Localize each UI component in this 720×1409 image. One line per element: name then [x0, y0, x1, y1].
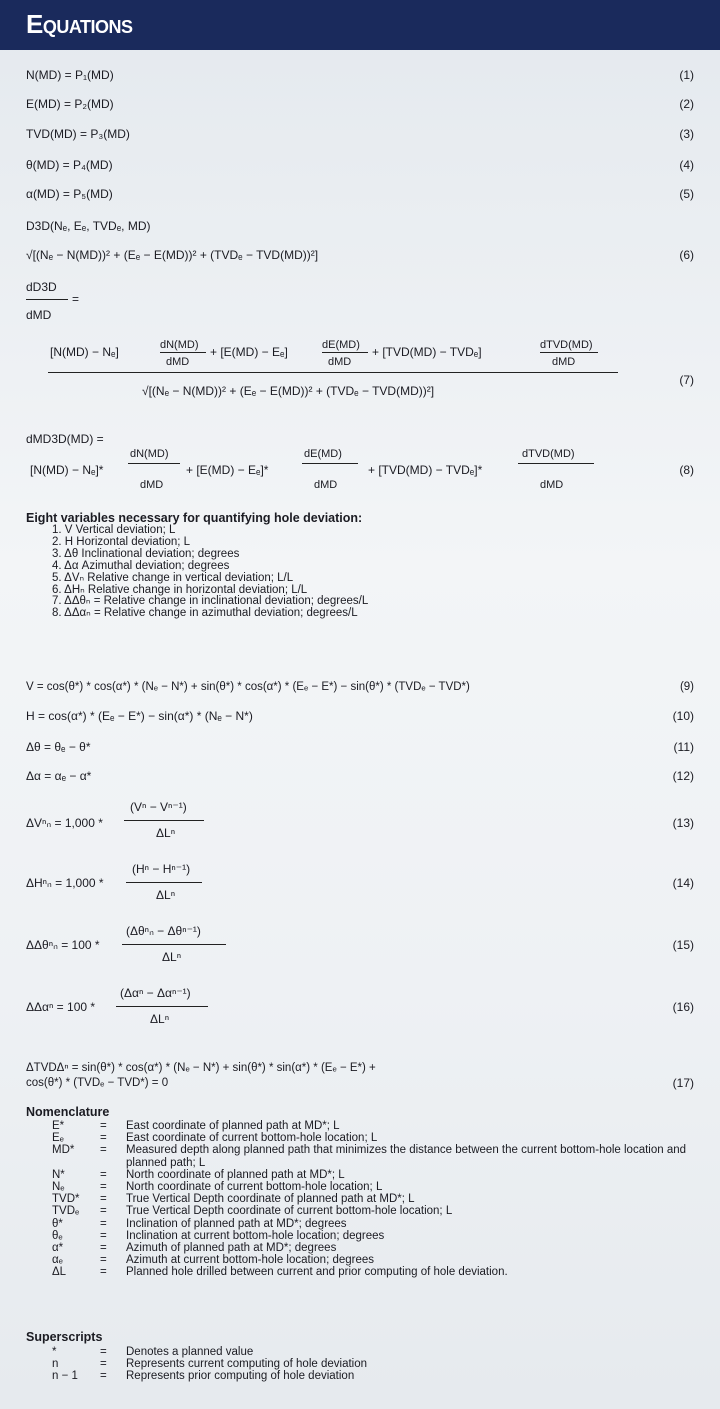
eq7-lhs-fraction-bar [26, 299, 68, 300]
list-item: 8. ΔΔαₙ = Relative change in azimuthal deviation; degrees/L [52, 607, 358, 620]
definition: Inclination at current bottom-hole location; degrees [126, 1229, 385, 1242]
eq8-frac3-denominator: dMD [540, 479, 564, 491]
fraction-lhs: ΔΔαⁿ = 100 * [26, 1000, 96, 1014]
eq8-frac1-bar [128, 463, 180, 464]
variables-title: Eight variables necessary for quantifying hole deviation: [26, 511, 363, 525]
fraction-lhs: ΔVⁿₙ = 1,000 * [26, 816, 103, 830]
symbol: E* [52, 1120, 65, 1132]
eq7-lhs-denominator: dMD [26, 308, 52, 322]
equation-number: (3) [679, 127, 694, 141]
symbol: θ* [52, 1217, 63, 1230]
nomenclature-title: Nomenclature [26, 1105, 110, 1119]
symbol: Nₑ [52, 1180, 65, 1193]
equals-sign: = [100, 1168, 107, 1181]
equation-number: (17) [672, 1076, 694, 1090]
equation-number: (2) [679, 97, 694, 111]
eq7-term-3: + [TVD(MD) − TVDₑ] [372, 345, 482, 359]
definition: North coordinate of current bottom-hole location; L [126, 1180, 383, 1193]
equals-sign: = [100, 1144, 107, 1157]
list-item [26, 1218, 706, 1230]
eq8-frac2-denominator: dMD [314, 479, 338, 491]
symbol: Eₑ [52, 1132, 64, 1145]
list-item [26, 1169, 706, 1181]
list-item: 3. Δθ Inclinational deviation; degrees [52, 547, 240, 560]
equation-expression: N(MD) = P₁(MD) [26, 68, 114, 82]
fraction-numerator: (Δθⁿₙ − Δθⁿ⁻¹) [126, 924, 201, 938]
symbol: N* [52, 1168, 65, 1181]
eq7-frac3-numerator: dTVD(MD) [540, 339, 593, 351]
symbol: TVDₑ [52, 1205, 80, 1218]
equation-expression: V = cos(θ*) * cos(α*) * (Nₑ − N*) + sin(θ*) * cos(α*) * (Eₑ − E*) − sin(θ*) * (TVDₑ − TVD*) [26, 681, 470, 693]
eq8-frac1-numerator: dN(MD) [130, 448, 169, 460]
equation-expression: H = cos(α*) * (Eₑ − E*) − sin(α*) * (Nₑ − N*) [26, 709, 253, 723]
definition: Azimuth at current bottom-hole location; degrees [126, 1254, 375, 1267]
fraction-lhs: ΔΔθⁿₙ = 100 * [26, 938, 100, 952]
list-item [26, 1144, 706, 1168]
list-item [26, 1254, 706, 1266]
eq7-denominator: √[(Nₑ − N(MD))² + (Eₑ − E(MD))² + (TVDₑ − TVD(MD))²] [142, 384, 435, 398]
list-item [26, 1120, 706, 1132]
eq7-frac1-denominator: dMD [166, 356, 190, 368]
eq8-term-2: + [E(MD) − Eₑ]* [186, 463, 269, 477]
definition: North coordinate of planned path at MD*; L [126, 1168, 345, 1181]
definition: Measured depth along planned path that minimizes the distance between the current bottom-hole location and planned path; L [126, 1144, 687, 1169]
nomenclature-list [26, 1120, 706, 1278]
equals-sign: = [100, 1358, 107, 1371]
list-item: 7. ΔΔθₙ = Relative change in inclinational deviation; degrees/L [52, 595, 369, 608]
equation-expression: Δα = αₑ − α* [26, 769, 92, 783]
equation-number: (5) [679, 187, 694, 201]
symbol: n [52, 1358, 59, 1371]
list-item: 4. Δα Azimuthal deviation; degrees [52, 559, 230, 572]
equation-expression: E(MD) = P₂(MD) [26, 97, 114, 111]
page-title: Equations [26, 9, 133, 39]
symbol: ΔL [52, 1266, 67, 1279]
eq7-term-2: + [E(MD) − Eₑ] [210, 345, 288, 359]
eq8-term-1: [N(MD) − Nₑ]* [30, 463, 104, 477]
fraction-denominator: ΔLⁿ [156, 826, 176, 840]
definition: Planned hole drilled between current and prior computing of hole deviation. [126, 1266, 508, 1279]
equation-number: (16) [672, 1000, 694, 1014]
fraction-bar [126, 882, 202, 883]
eq8-frac3-bar [518, 463, 594, 464]
eq7-frac2-denominator: dMD [328, 356, 352, 368]
fraction-numerator: (Δαⁿ − Δαⁿ⁻¹) [120, 986, 191, 1000]
list-item [26, 1132, 706, 1144]
equation-number: (8) [679, 463, 694, 477]
eq8-lhs: dMD3D(MD) = [26, 432, 104, 446]
fraction-bar [124, 820, 204, 821]
fraction-bar [122, 944, 226, 945]
equals-sign: = [100, 1346, 107, 1358]
eq8-frac3-numerator: dTVD(MD) [522, 448, 575, 460]
fraction-numerator: (Hⁿ − Hⁿ⁻¹) [132, 862, 191, 876]
equals-sign: = [100, 1229, 107, 1242]
equals-sign: = [100, 1180, 107, 1193]
fraction-numerator: (Vⁿ − Vⁿ⁻¹) [130, 800, 187, 814]
list-item [26, 1266, 706, 1278]
equation-number: (4) [679, 158, 694, 172]
eq7-frac3-denominator: dMD [552, 356, 576, 368]
definition: Azimuth of planned path at MD*; degrees [126, 1241, 337, 1254]
superscripts-title: Superscripts [26, 1330, 103, 1344]
list-item [26, 1358, 706, 1370]
eq17-line-2: cos(θ*) * (TVDₑ − TVD*) = 0 [26, 1077, 169, 1089]
equals-sign: = [100, 1120, 107, 1132]
symbol: * [52, 1346, 57, 1358]
fraction-denominator: ΔLⁿ [150, 1012, 170, 1026]
equation-number: (7) [679, 373, 694, 387]
equation-expression: TVD(MD) = P₃(MD) [26, 127, 130, 141]
eq7-lhs-numerator: dD3D [26, 280, 57, 294]
equals-sign: = [100, 1254, 107, 1267]
definition: True Vertical Depth coordinate of planned path at MD*; L [126, 1193, 415, 1206]
eq7-frac3-bar [540, 352, 598, 353]
eq7-main-bar [48, 372, 618, 373]
definition: East coordinate of current bottom-hole location; L [126, 1132, 378, 1145]
list-item [26, 1193, 706, 1205]
equation-expression: D3D(Nₑ, Eₑ, TVDₑ, MD) [26, 219, 151, 233]
definition: Represents current computing of hole deviation [126, 1358, 368, 1371]
list-item [26, 1242, 706, 1254]
definition: Represents prior computing of hole deviation [126, 1370, 355, 1383]
symbol: α* [52, 1241, 64, 1254]
eq17-line-1: ΔTVDΔⁿ = sin(θ*) * cos(α*) * (Nₑ − N*) + sin(θ*) * sin(α*) * (Eₑ − E*) + [26, 1062, 376, 1074]
equation-expression: √[(Nₑ − N(MD))² + (Eₑ − E(MD))² + (TVDₑ − TVD(MD))²] [26, 248, 319, 262]
equation-number: (1) [679, 68, 694, 82]
header-bar [0, 0, 720, 50]
eq7-frac1-numerator: dN(MD) [160, 339, 199, 351]
eq8-frac1-denominator: dMD [140, 479, 164, 491]
fraction-lhs: ΔHⁿₙ = 1,000 * [26, 876, 104, 890]
list-item: 2. H Horizontal deviation; L [52, 535, 191, 548]
fraction-denominator: ΔLⁿ [156, 888, 176, 902]
equation-number: (12) [672, 769, 694, 783]
equation-expression: θ(MD) = P₄(MD) [26, 158, 113, 172]
equation-number: (10) [672, 709, 694, 723]
equation-number: (13) [672, 816, 694, 830]
equation-number: (6) [679, 248, 694, 262]
eq7-frac1-bar [160, 352, 206, 353]
superscripts-list [26, 1346, 706, 1383]
definition: East coordinate of planned path at MD*; L [126, 1120, 340, 1132]
eq8-frac2-bar [302, 463, 358, 464]
list-item [26, 1370, 706, 1382]
eq7-frac2-numerator: dE(MD) [322, 339, 360, 351]
equals-sign: = [100, 1132, 107, 1145]
symbol: θₑ [52, 1229, 63, 1242]
list-item [26, 1181, 706, 1193]
eq8-frac2-numerator: dE(MD) [304, 448, 342, 460]
equals-sign: = [100, 1370, 107, 1383]
equals-sign: = [100, 1266, 107, 1279]
eq7-equals: = [72, 292, 80, 306]
fraction-denominator: ΔLⁿ [162, 950, 182, 964]
eq7-term-1: [N(MD) − Nₑ] [50, 345, 119, 359]
variables-list [52, 525, 368, 620]
equals-sign: = [100, 1193, 107, 1206]
list-item: 6. ΔHₙ Relative change in horizontal deviation; L/L [52, 583, 308, 596]
equals-sign: = [100, 1217, 107, 1230]
equation-number: (11) [673, 740, 694, 754]
list-item: 5. ΔVₙ Relative change in vertical deviation; L/L [52, 571, 294, 584]
eq7-frac2-bar [322, 352, 368, 353]
definition: Denotes a planned value [126, 1346, 254, 1358]
equals-sign: = [100, 1205, 107, 1218]
symbol: n − 1 [52, 1370, 78, 1383]
equation-number: (9) [679, 681, 694, 693]
symbol: TVD* [52, 1193, 80, 1206]
equation-number: (15) [672, 938, 694, 952]
equals-sign: = [100, 1241, 107, 1254]
symbol: αₑ [52, 1254, 63, 1267]
eq8-term-3: + [TVD(MD) − TVDₑ]* [368, 463, 483, 477]
definition: Inclination of planned path at MD*; degrees [126, 1217, 347, 1230]
equation-number: (14) [672, 876, 694, 890]
list-item [26, 1346, 706, 1358]
equation-expression: α(MD) = P₅(MD) [26, 187, 113, 201]
equation-expression: Δθ = θₑ − θ* [26, 740, 91, 754]
list-item: 1. V Vertical deviation; L [52, 524, 176, 536]
symbol: MD* [52, 1144, 75, 1157]
fraction-bar [116, 1006, 208, 1007]
list-item [26, 1230, 706, 1242]
list-item [26, 1205, 706, 1217]
definition: True Vertical Depth coordinate of current bottom-hole location; L [126, 1205, 453, 1218]
